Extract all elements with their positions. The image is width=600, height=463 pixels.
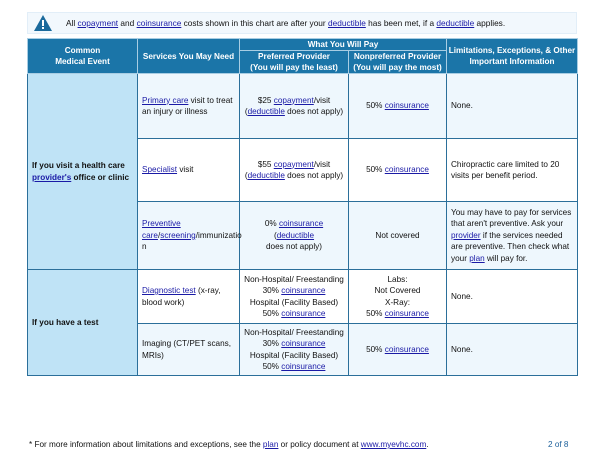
- deductible-link[interactable]: deductible: [436, 18, 475, 28]
- coinsurance-link[interactable]: coinsurance: [281, 286, 326, 295]
- nonpreferred-cell: 50% coinsurance: [349, 74, 447, 139]
- footer-note: * For more information about limitations and exceptions, see the plan or policy document at www.myevhc.com.: [29, 440, 429, 449]
- header-nonpreferred-provider: Nonpreferred Provider (You will pay the most): [349, 51, 447, 74]
- primary-care-link[interactable]: Primary care: [142, 95, 189, 105]
- service-cell: Imaging (CT/PET scans, MRIs): [138, 324, 240, 376]
- header-limitations: Limitations, Exceptions, & Other Important Information: [447, 39, 578, 74]
- limits-cell: None.: [447, 74, 578, 139]
- preventive-care-link[interactable]: Preventive care: [142, 219, 181, 240]
- header-preferred-provider: Preferred Provider (You will pay the least): [240, 51, 349, 74]
- deductible-link[interactable]: deductible: [247, 107, 285, 116]
- header-services: Services You May Need: [138, 39, 240, 74]
- specialist-link[interactable]: Specialist: [142, 165, 178, 175]
- coinsurance-link[interactable]: coinsurance: [384, 165, 429, 175]
- table-row: [28, 270, 578, 324]
- warning-triangle-icon: [34, 15, 52, 31]
- deductible-link[interactable]: deductible: [247, 171, 285, 180]
- preferred-cell: 0% coinsurance (deductible does not apply): [240, 202, 349, 270]
- nonpreferred-cell: 50% coinsurance: [349, 139, 447, 202]
- header-common-medical-event: Common Medical Event: [28, 39, 138, 74]
- service-cell: Diagnostic test (x-ray, blood work): [138, 270, 240, 324]
- service-cell: Preventive care/screening/immunizatio n: [138, 202, 240, 270]
- header-what-you-will-pay: What You Will Pay: [240, 39, 447, 51]
- banner-text: All copayment and coinsurance costs shown in this chart are after your deductible has been met, if a deductible applies.: [66, 18, 506, 28]
- deductible-link[interactable]: deductible: [276, 230, 315, 240]
- coinsurance-link[interactable]: coinsurance: [384, 344, 429, 354]
- limits-cell: Chiropractic care limited to 20 visits per benefit period.: [447, 139, 578, 202]
- coinsurance-link[interactable]: coinsurance: [384, 101, 429, 111]
- copayment-link[interactable]: copayment: [273, 95, 314, 105]
- coinsurance-link[interactable]: coinsurance: [281, 309, 326, 318]
- nonpreferred-cell: Labs: Not Covered X-Ray: 50% coinsurance: [349, 270, 447, 324]
- event-have-a-test: If you have a test: [28, 270, 138, 376]
- event-office-visit: If you visit a health care provider's office or clinic: [28, 74, 138, 270]
- copayment-link[interactable]: copayment: [273, 159, 314, 169]
- preferred-cell: $55 copayment/visit (deductible does not apply): [240, 139, 349, 202]
- limits-cell: None.: [447, 324, 578, 376]
- coinsurance-link[interactable]: coinsurance: [281, 339, 326, 348]
- provider-link[interactable]: provider: [451, 230, 481, 240]
- copayment-link[interactable]: copayment: [77, 18, 119, 28]
- preferred-cell: Non-Hospital/ Freestanding 30% coinsurance Hospital (Facility Based) 50% coinsurance: [240, 324, 349, 376]
- coinsurance-link[interactable]: coinsurance: [281, 362, 326, 371]
- nonpreferred-cell: Not covered: [349, 202, 447, 270]
- preferred-cell: Non-Hospital/ Freestanding 30% coinsurance Hospital (Facility Based) 50% coinsurance: [240, 270, 349, 324]
- service-cell: Specialist visit: [138, 139, 240, 202]
- preferred-cell: $25 copayment/visit (deductible does not apply): [240, 74, 349, 139]
- provider-link[interactable]: provider's: [32, 172, 72, 182]
- website-link[interactable]: www.myevhc.com: [360, 440, 427, 449]
- service-cell: Primary care visit to treat an injury or illness: [138, 74, 240, 139]
- benefits-table: [27, 38, 578, 376]
- nonpreferred-cell: 50% coinsurance: [349, 324, 447, 376]
- plan-link[interactable]: plan: [262, 440, 279, 449]
- diagnostic-test-link[interactable]: Diagnostic test: [142, 286, 196, 295]
- coinsurance-link[interactable]: coinsurance: [136, 18, 182, 28]
- plan-link[interactable]: plan: [469, 253, 485, 263]
- deductible-notice-banner: [27, 12, 577, 34]
- limits-cell: None.: [447, 270, 578, 324]
- deductible-link[interactable]: deductible: [328, 18, 366, 28]
- page-number: 2 of 8: [548, 440, 569, 449]
- coinsurance-link[interactable]: coinsurance: [384, 309, 429, 318]
- coinsurance-link[interactable]: coinsurance: [278, 219, 324, 229]
- limits-cell: You may have to pay for services that aren't preventive. Ask your provider if the services needed are preventive. Then check what your plan will pay for.: [447, 202, 578, 270]
- table-row: [28, 74, 578, 139]
- screening-link[interactable]: screening: [160, 230, 196, 240]
